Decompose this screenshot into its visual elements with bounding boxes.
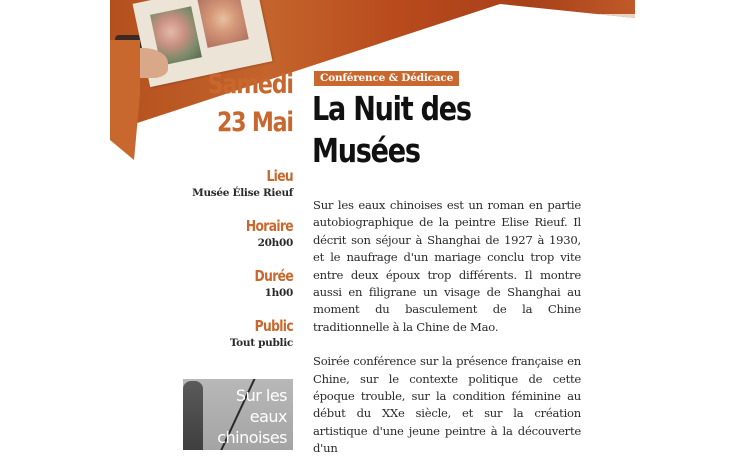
book-cover-title <box>217 385 287 448</box>
info-label-duration: Durée <box>254 267 293 285</box>
title-line: Musées <box>312 131 420 170</box>
shelf-image <box>577 14 635 18</box>
info-value-time: 20h00 <box>257 237 293 249</box>
person-silhouette <box>183 381 203 450</box>
book-cover-image <box>183 379 293 450</box>
info-value-duration: 1h00 <box>264 287 293 299</box>
cover-title-line: eaux <box>249 407 287 426</box>
event-date <box>208 66 293 142</box>
info-label-time: Horaire <box>245 217 293 235</box>
event-info <box>163 166 293 366</box>
orange-ribbon-decoration <box>110 40 140 162</box>
info-label-audience: Public <box>254 317 293 335</box>
event-title <box>312 88 558 172</box>
date-day: Samedi <box>207 69 293 100</box>
cover-title-line: Sur les <box>235 386 287 405</box>
cover-title-line: chinoises <box>217 428 287 447</box>
event-description <box>313 197 581 475</box>
date-day-month: 23 Mai <box>217 107 293 138</box>
info-value-audience: Tout public <box>229 337 293 349</box>
description-paragraph: Sur les eaux chinoises est un roman en partie autobiographique de la peintre Elise Rieuf. Il décrit son séjour à Shanghai de 1927 à 1930, et le naufrage d'un mariage conclu trop vite entre deux époux trop différents. Il montre aussi en filigrane un visage de Shanghai au moment du basculement de la Chine traditionnelle à la Chine de Mao. <box>313 198 581 334</box>
info-label-location: Lieu <box>266 167 293 185</box>
description-paragraph: Soirée conférence sur la présence française en Chine, sur le contexte politique de cette époque trouble, sur la condition féminine au début du XXe siècle, et sur la création artistique d'une jeune peintre à la découverte d'un <box>313 354 581 456</box>
info-value-location: Musée Élise Rieuf <box>192 187 293 199</box>
title-line: La Nuit des <box>312 89 471 128</box>
event-type-tag: Conférence & Dédicace <box>314 71 459 86</box>
